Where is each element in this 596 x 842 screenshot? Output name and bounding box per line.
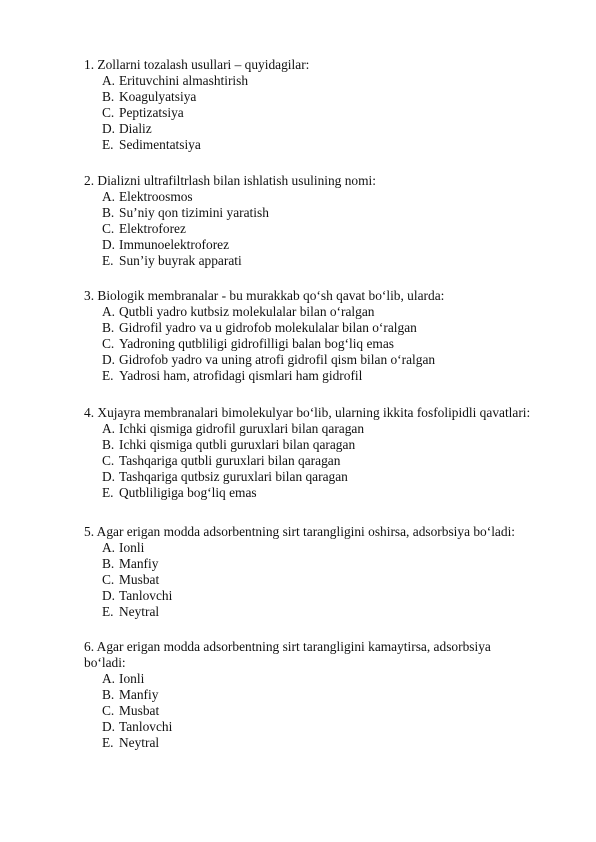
- option-d: D. Immunoelektroforez: [102, 237, 230, 252]
- question-2: [0, 173, 596, 269]
- option-c: C. Peptizatsiya: [102, 105, 184, 120]
- answer-options: [0, 671, 596, 751]
- option-b: B. Koagulyatsiya: [102, 89, 197, 104]
- question-prompt: Biologik membranalar - bu murakkab qo‘sh qavat bo‘lib, ularda:: [97, 288, 445, 303]
- question-text: [0, 173, 596, 189]
- question-number: 1.: [84, 57, 95, 72]
- question-number: 6.: [84, 639, 95, 654]
- question-1: [0, 57, 596, 153]
- question-text: [0, 405, 594, 421]
- answer-options: [0, 304, 596, 384]
- option-b: B. Ichki qismiga qutbli guruxlari bilan qaragan: [102, 437, 356, 452]
- answer-options: [0, 73, 596, 153]
- question-text: [0, 57, 596, 73]
- question-3: [0, 288, 596, 384]
- question-number: 4.: [84, 405, 95, 420]
- option-e: E. Sun’iy buyrak apparati: [102, 253, 242, 268]
- option-d: D. Tashqariga qutbsiz guruxlari bilan qaragan: [102, 469, 348, 484]
- answer-options: [0, 540, 596, 620]
- option-e: E. Neytral: [102, 735, 160, 750]
- option-a: A. Ionli: [102, 671, 145, 686]
- option-b: B. Su’niy qon tizimini yaratish: [102, 205, 269, 220]
- question-number: 3.: [84, 288, 95, 303]
- question-6: [0, 639, 596, 751]
- option-a: A. Qutbli yadro kutbsiz molekulalar bilan o‘ralgan: [102, 304, 375, 319]
- question-text: [0, 639, 564, 671]
- option-a: A. Ichki qismiga gidrofil guruxlari bilan qaragan: [102, 421, 365, 436]
- question-prompt: Agar erigan modda adsorbentning sirt tarangligini oshirsa, adsorbsiya bo‘ladi:: [96, 524, 516, 539]
- answer-options: [0, 189, 596, 269]
- option-a: A. Ionli: [102, 540, 145, 555]
- option-a: A. Erituvchini almashtirish: [102, 73, 249, 88]
- question-4: [0, 405, 596, 501]
- question-5: [0, 524, 596, 620]
- question-number: 5.: [84, 524, 95, 539]
- option-b: B. Gidrofil yadro va u gidrofob molekulalar bilan o‘ralgan: [102, 320, 417, 335]
- option-c: C. Tashqariga qutbli guruxlari bilan qaragan: [102, 453, 341, 468]
- option-e: E. Sedimentatsiya: [102, 137, 201, 152]
- option-d: D. Gidrofob yadro va uning atrofi gidrofil qism bilan o‘ralgan: [102, 352, 436, 367]
- option-e: E. Yadrosi ham, atrofidagi qismlari ham gidrofil: [102, 368, 363, 383]
- question-text: [0, 288, 596, 304]
- question-prompt: Agar erigan modda adsorbentning sirt tarangligini kamaytirsa, adsorbsiya bo‘ladi:: [84, 639, 491, 670]
- option-b: B. Manfiy: [102, 556, 159, 571]
- option-a: A. Elektroosmos: [102, 189, 193, 204]
- option-c: C. Elektroforez: [102, 221, 186, 236]
- question-prompt: Xujayra membranalari bimolekulyar bo‘lib, ularning ikkita fosfolipidli qavatlari:: [97, 405, 531, 420]
- option-e: E. Qutbliligiga bog‘liq emas: [102, 485, 257, 500]
- option-c: C. Yadroning qutbliligi gidrofilligi balan bog‘liq emas: [102, 336, 394, 351]
- option-c: C. Musbat: [102, 703, 160, 718]
- question-prompt: Zollarni tozalash usullari – quyidagilar:: [97, 57, 310, 72]
- option-d: D. Tanlovchi: [102, 588, 173, 603]
- question-prompt: Dializni ultrafiltrlash bilan ishlatish usulining nomi:: [97, 173, 376, 188]
- answer-options: [0, 421, 596, 501]
- question-number: 2.: [84, 173, 95, 188]
- option-b: B. Manfiy: [102, 687, 159, 702]
- option-c: C. Musbat: [102, 572, 160, 587]
- option-d: D. Dializ: [102, 121, 152, 136]
- question-text: [0, 524, 596, 540]
- option-d: D. Tanlovchi: [102, 719, 173, 734]
- option-e: E. Neytral: [102, 604, 160, 619]
